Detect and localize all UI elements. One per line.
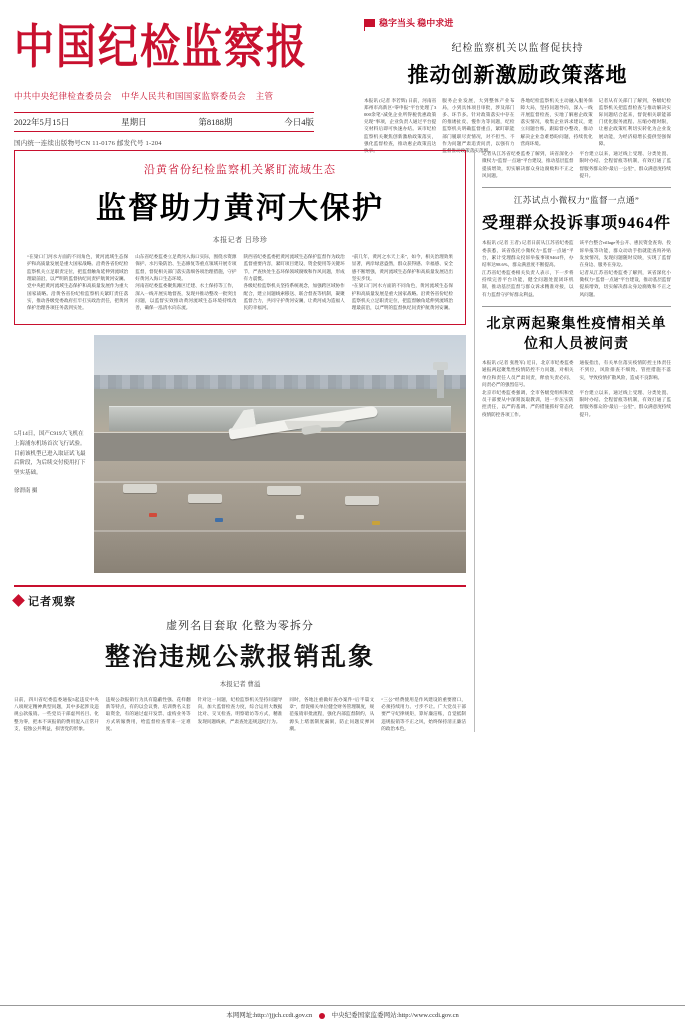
observer-col-2: 违规公款报销行为具有隐蔽性强、花样翻新等特点，有的以会议费、培训费名义套取资金，有的通过虚开发票、虚构业务等方式转嫁费用，给监督检查带来一定难度。 <box>105 696 191 732</box>
top-story-body <box>364 97 671 154</box>
observer-body <box>14 696 466 733</box>
issue-weekday: 星期日 <box>121 117 147 127</box>
observer-col-5: “三公”经费使用是作风建设的重要窗口，必须持续用力、寸步不让。广大党员干部要严守纪律规矩，算好廉洁账，自觉抵制违规报销等不正之风，始终保持清正廉洁的政治本色。 <box>381 696 466 732</box>
story3-cols <box>482 359 671 388</box>
feature-byline: 本报记者 吕珍珍 <box>212 236 268 244</box>
gate-2 <box>188 494 222 503</box>
top-story-shoulder: 纪检监察机关以监督促扶持 <box>451 43 584 54</box>
top-story-col-1: 本报讯 (记者 李若辉) 日前，河南省郑州市高新区“零申报”平台处理了3000余笔“减免企业所得税优惠政策兑现”事项，企业负责人通过平台提交材料后即可快速办结。该市纪检监察机关聚焦创新激励政策落实，强化监督检查，推动惠企政策直达快享。 <box>364 98 437 153</box>
gate-4 <box>345 496 379 505</box>
right-top-block <box>482 150 671 179</box>
top-story-col-2: 服务企业发展，大到整体产业布局，小到具体项目审批，涉及部门多、环节多。针对政策落实中存在的推诿扯皮、慢作为等问题，纪检监察机关明确监督重点，紧盯职能部门履职尽责情况，对不担当、不作为问题严肃追责问责，以强有力监督推动政策落实落细。 <box>442 98 515 153</box>
right-story-3 <box>482 313 671 418</box>
issue-number: 第8188期 <box>198 117 233 127</box>
vehicle-4 <box>372 521 380 525</box>
story2-col-3: 江苏省纪委监委相关负责人表示，下一步将持续完善平台功能，健全问题处置闭环机制，推动基层监督与群众诉求精准对接，以有力监督守护好群众利益。 <box>482 269 574 297</box>
top-story-flag-label: 稳字当头 稳中求进 <box>379 18 454 28</box>
feature-col-2 <box>135 253 236 312</box>
feature-body <box>27 253 453 312</box>
paper-title: 中国纪检监察报 <box>14 19 308 75</box>
license-line: 国内统一连续出版物号CN 11-0176 邮发代号 1-204 <box>14 140 162 147</box>
sponsor-2: 中华人民共和国国家监察委员会 <box>121 91 247 101</box>
airport-photo <box>94 335 466 573</box>
feature-article <box>14 150 466 325</box>
photo-block <box>14 335 466 573</box>
paper-sponsors <box>14 90 354 102</box>
footer-site-right[interactable]: 中央纪委国家监委网站:http://www.ccdi.gov.cn <box>331 1012 459 1019</box>
right-top-cols <box>482 150 671 179</box>
story3-col-3: 北京市纪委监委强调，全市各级党组织和党员干部要从中深刻汲取教训，进一步压实防控责任，以严的基调、严的措施抓好常态化疫情防控各项工作。 <box>482 389 574 417</box>
flag-icon <box>364 19 375 27</box>
feature-par-5: 陕西省纪委监委把黄河流域生态保护监督作为政治监督重要内容，紧盯项目建设、资金使用等关键环节，严查快处生态环保领域腐败和作风问题，形成有力震慑。 <box>243 254 345 282</box>
observer-byline: 本报记者 曹溢 <box>219 680 261 688</box>
top-story-flag <box>364 16 671 29</box>
top-story <box>354 12 671 153</box>
gate-3 <box>267 486 301 495</box>
vehicle-1 <box>149 513 157 517</box>
footer-site-left[interactable]: 本网网址:http://jjjch.ccdi.gov.cn <box>226 1012 313 1019</box>
issue-date: 2022年5月15日 <box>14 117 70 127</box>
feature-col-4 <box>352 253 453 312</box>
plane-engine <box>301 425 322 436</box>
feature-col-1 <box>27 253 128 312</box>
page-footer <box>0 1005 685 1024</box>
top-story-col-3: 各地纪检监察机关主动融入服务保障大局，坚持问题导向，深入一线开展监督检查，实地了解惠企政策落实情况，收集企业诉求建议，建立问题台账，跟踪督办整改，推动解决企业急难愁盼问题，持续优化营商环境。 <box>520 98 593 146</box>
observer-headline: 整治违规公款报销乱象 <box>104 643 375 671</box>
feature-par-8: “在梁口门河水方面的不同角色，黄河流域生态保护和高质量发展是重大国家战略。沿黄各省份纪检监察机关立足职责定位，把监督触角延伸到流域治理最前沿，以严明的监督执纪问责护航黄河安澜。 <box>351 283 453 311</box>
story2-shoulder: 江苏试点小微权力“监督一点通” <box>513 195 640 206</box>
gate-1 <box>123 484 157 493</box>
right-story-2 <box>482 194 671 298</box>
issue-line <box>14 112 314 132</box>
story3-headline: 北京两起聚集性疫情相关单位和人员被问责 <box>486 317 667 353</box>
observer-col-4: 同时，各地注重做好查办案件“后半篇文章”，督促相关单位健全财务管理制度，规范报销审批流程，强化内部监督制约，从源头上堵塞制度漏洞，防止问题反弹回潮。 <box>289 696 375 732</box>
right-top-col-1: 记者从江苏省纪委监委了解到，该省深化小微权力“监督一点通”平台建设，推动基层监督提质增效，切实解决群众身边腐败和不正之风问题。 <box>482 151 574 179</box>
feature-par-4: 河南省纪委监委聚焦滩区迁建、水土保持等工作，深入一线开展实地督查，发现并推动整改一批突出问题，以监督实效推动黄河流域生态环境持续改善，确保一泓清水向东流。 <box>135 283 237 311</box>
sponsor-1: 中共中央纪律检查委员会 <box>14 91 112 101</box>
feature-shoulder: 沿黄省份纪检监察机关紧盯流域生态 <box>144 164 336 176</box>
feature-par-6: 各级纪检监察机关坚持系统观念，加强跨区域协作配合，建立问题线索移送、联合督查等机制，凝聚监督合力，共同守护黄河安澜，让黄河成为造福人民的幸福河。 <box>243 283 345 311</box>
story2-cols <box>482 239 671 268</box>
sponsor-3: 主管 <box>255 91 274 101</box>
right-top-col-2: 平台建立以来，通过线上受理、分类处置、限时办结、全程留痕等机制，有效打通了监督服务群众的“最后一公里”，群众满意度持续提升。 <box>579 151 671 179</box>
body-grid <box>0 150 685 732</box>
feature-par-2: 党中央把黄河流域生态保护和高质量发展作为重大国家战略。沿黄各省份纪检监察机关紧盯责任落实，推动各级党委政府扛牢扛实政治责任，把黄河保护治理各项任务落到实处。 <box>27 283 129 311</box>
footer-dot-icon <box>319 1013 325 1019</box>
masthead <box>0 0 685 153</box>
story3-col-4: 平台建立以来，通过线上受理、分类处置、限时办结、全程留痕等机制，有效打通了监督服务群众的“最后一公里”，群众满意度持续提升。 <box>579 389 671 417</box>
observer-label: 记者观察 <box>28 595 76 608</box>
vehicle-3 <box>296 515 304 519</box>
vehicle-2 <box>215 518 223 522</box>
divider-2 <box>482 306 671 307</box>
control-tower-icon <box>437 368 444 398</box>
photo-caption-text: 5月14日，国产C919大飞机在上海浦东机场首次飞行试验。目前该机型已进入取证试飞最后阶段，为后续交付使用打下坚实基础。 <box>14 430 86 477</box>
story2-col-4: 记者从江苏省纪委监委了解到，该省深化小微权力“监督一点通”平台建设，推动基层监督提质增效，切实解决群众身边腐败和不正之风问题。 <box>579 269 671 297</box>
left-column <box>14 150 466 732</box>
story2-cols-b <box>482 269 671 298</box>
observer-col-1: 日前，四川省纪委监委通报5起违反中央八项规定精神典型问题，其中多起涉及违规公款报销。一些党员干部虚列名目、化整为零，把本不该报销的费用混入正常开支，侵蚀公共利益，损害党的形象。 <box>14 696 99 732</box>
feature-col-3 <box>244 253 345 312</box>
story3-cols-b <box>482 389 671 418</box>
observer-shoulder: 虚列名目套取 化整为零拆分 <box>166 619 314 632</box>
photo-caption <box>14 335 86 573</box>
feature-par-1: “在梁口门河水方面的不同角色，黄河流域生态保护和高质量发展是重大国家战略。沿黄各省份纪检监察机关立足职责定位，把监督触角延伸到流域治理最前沿，以严明的监督执纪问责护航黄河安澜。 <box>27 254 129 282</box>
observer-header <box>14 585 466 609</box>
right-column <box>474 150 671 732</box>
feature-par-3: 山东省纪委监委立足黄河入海口实际，围绕水资源保护、水污染防治、生态修复等重点领域开展专项监督，督促相关部门落实落细各项治理措施，守护好黄河入海口生态环境。 <box>135 254 237 282</box>
divider-1 <box>482 187 671 188</box>
feature-headline: 监督助力黄河大保护 <box>96 192 384 225</box>
story2-headline: 受理群众投诉事项9464件 <box>482 215 672 233</box>
story3-col-2: 通报指出，有关单位落实疫情防控主体责任不到位，风险排查不细致、管控措施不落实，导致疫情扩散风险，造成不良影响。 <box>579 360 671 380</box>
issue-pages: 今日4版 <box>284 117 314 127</box>
observer-col-3: 针对这一问题，纪检监察机关坚持问题导向，加大监督检查力度，综合运用大数据比对、交叉检查、明察暗访等方式，精准发现问题线索，严肃查处违规违纪行为。 <box>197 696 283 724</box>
photo-skyline <box>94 375 466 389</box>
top-story-headline: 推动创新激励政策落地 <box>407 63 628 87</box>
top-story-col-4: 记者从有关部门了解到，各级纪检监察机关把监督检查与推动解决实际问题结合起来，督促相关职能部门优化服务流程、压缩办理时限，让惠企政策红利切实转化为企业发展动能，为经济稳增长提供坚强保障。 <box>598 98 671 146</box>
story2-col-1: 本报讯 (记者 王者) 记者日前从江苏省纪委监委获悉，该省依托小微权力“监督一点通”平台，累计受理群众投诉举报事项9464件，办结率达98.6%，群众满意度不断提高。 <box>482 240 574 268</box>
story2-col-2: 该平台整合village务公开、惠民资金查询、投诉举报等功能，群众动动手指就能查询补贴发放情况，发现问题随时反映，实现了监督在身边、服务在身边。 <box>579 240 671 268</box>
story3-col-1: 本报讯 (记者 张胜军) 近日，北京市纪委监委通报两起聚集性疫情防控不力问题，对相关单位和责任人员严肃问责，释放失责必问、问责必严的强烈信号。 <box>482 360 574 388</box>
photo-credit: 徐渭南 摄 <box>14 488 38 495</box>
diamond-icon <box>12 594 25 607</box>
photo-gates <box>116 478 443 540</box>
masthead-left <box>14 12 354 150</box>
feature-par-7: “前几年，黄河之水天上来”，如今，相关治理效果显著，两岸绿意盎然，群众获得感、幸福感、安全感不断增强，黄河流域生态保护和高质量发展迈出坚实步伐。 <box>351 254 453 282</box>
